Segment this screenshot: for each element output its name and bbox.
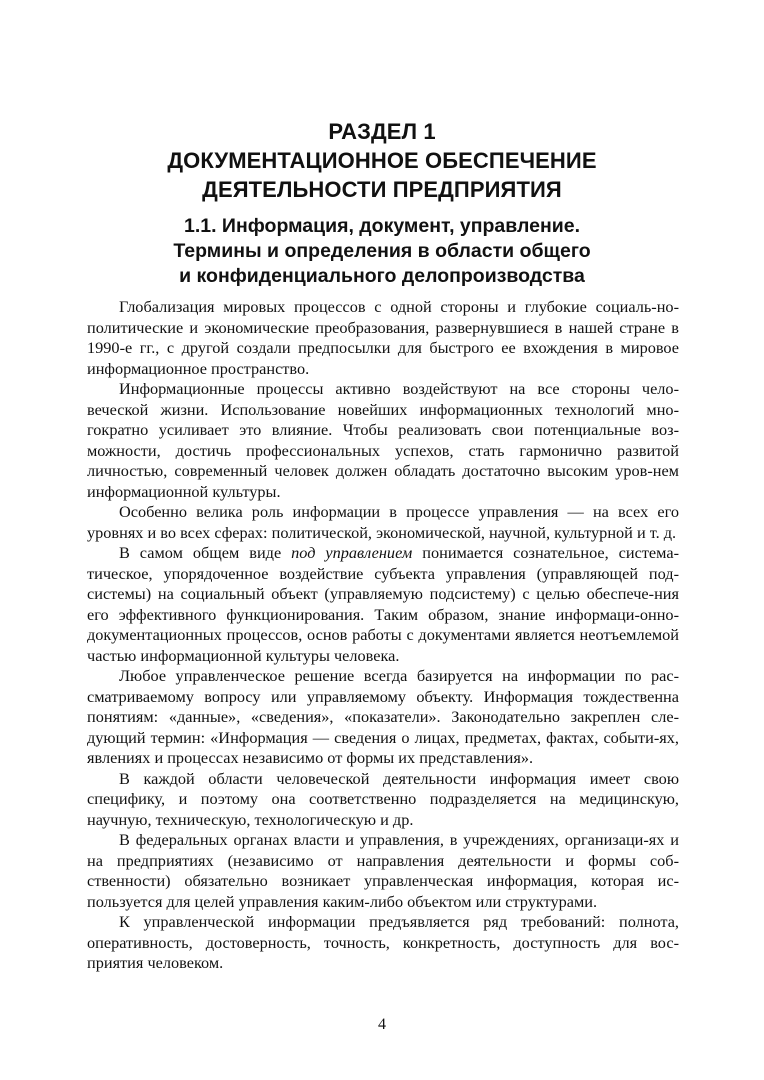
subsection-title-line-1: 1.1. Информация, документ, управление. [183, 215, 581, 237]
body-text [87, 297, 679, 974]
page-number: 4 [378, 1016, 386, 1033]
paragraph-4-end: понимается сознательное, система-тическое, упорядоченное воздействие субъекта управления (управляющей под-системы) на социальный объект (управляемую подсистему) с целью обеспече-ния его эффективного функционирования. Таким образом, знание информаци-онно-документационных процессов, основ работы с документами является неотъемлемой частью информационной культуры человека. [87, 543, 680, 665]
paragraph-4-start: В самом общем виде [119, 543, 292, 562]
paragraph-6: В каждой области человеческой деятельности информация имеет свою специфику, и поэтому она соответственно подразделяется на медицинскую, научную, техническую, технологическую и др. [87, 768, 679, 829]
section-label: РАЗДЕЛ 1 [328, 119, 436, 144]
subsection-title-line-2: Термины и определения в области общего [173, 240, 591, 262]
paragraph-4-emphasis: под управлением [291, 543, 413, 562]
paragraph-4 [87, 543, 679, 666]
paragraph-5: Любое управленческое решение всегда базируется на информации по рас-сматриваемому вопросу или управляемому объекту. Информация тождественна понятиям: «данные», «сведения», «показатели». Законодательно закреплен сле-дующий термин: «Информация — сведения о лицах, предметах, фактах, событи-ях, явлениях и процессах независимо от формы их представления». [87, 666, 679, 767]
paragraph-8: К управленческой информации предъявляется ряд требований: полнота, оперативность, достоверность, точность, конкретность, доступность для вос-приятия человеком. [87, 912, 679, 972]
section-title-line-2: ДЕЯТЕЛЬНОСТИ ПРЕДПРИЯТИЯ [202, 177, 562, 202]
paragraph-3: Особенно велика роль информации в процессе управления — на всех его уровнях и во всех сферах: политической, экономической, научной, культурной и т. д. [87, 502, 679, 542]
subsection-heading [120, 214, 644, 289]
subsection-title-line-3: и конфиденциального делопроизводства [179, 265, 585, 287]
paragraph-7: В федеральных органах власти и управления, в учреждениях, организаци-ях и на предприятиях (независимо от направления деятельности и формы соб-ственности) обязательно возникает управленческая информация, которая ис-пользуется для целей управления каким-либо объектом или структурами. [87, 830, 679, 911]
paragraph-2: Информационные процессы активно воздействуют на все стороны чело-веческой жизни. Использование новейших информационных технологий мно-гократно усиливает это влияние. Чтобы реализовать свои потенциальные воз-можности, достичь профессиональных успехов, стать гармонично развитой личностью, современный человек должен обладать достаточно высоким уров-нем информационной культуры. [87, 379, 679, 501]
paragraph-1: Глобализация мировых процессов с одной стороны и глубокие социаль-но-политические и экономические преобразования, развернувшиеся в нашей стране в 1990-е гг., с другой создали предпосылки для быстрого ее вхождения в мировое информационное пространство. [87, 297, 679, 378]
section-heading [120, 117, 644, 204]
section-title-line-1: ДОКУМЕНТАЦИОННОЕ ОБЕСПЕЧЕНИЕ [167, 148, 597, 173]
